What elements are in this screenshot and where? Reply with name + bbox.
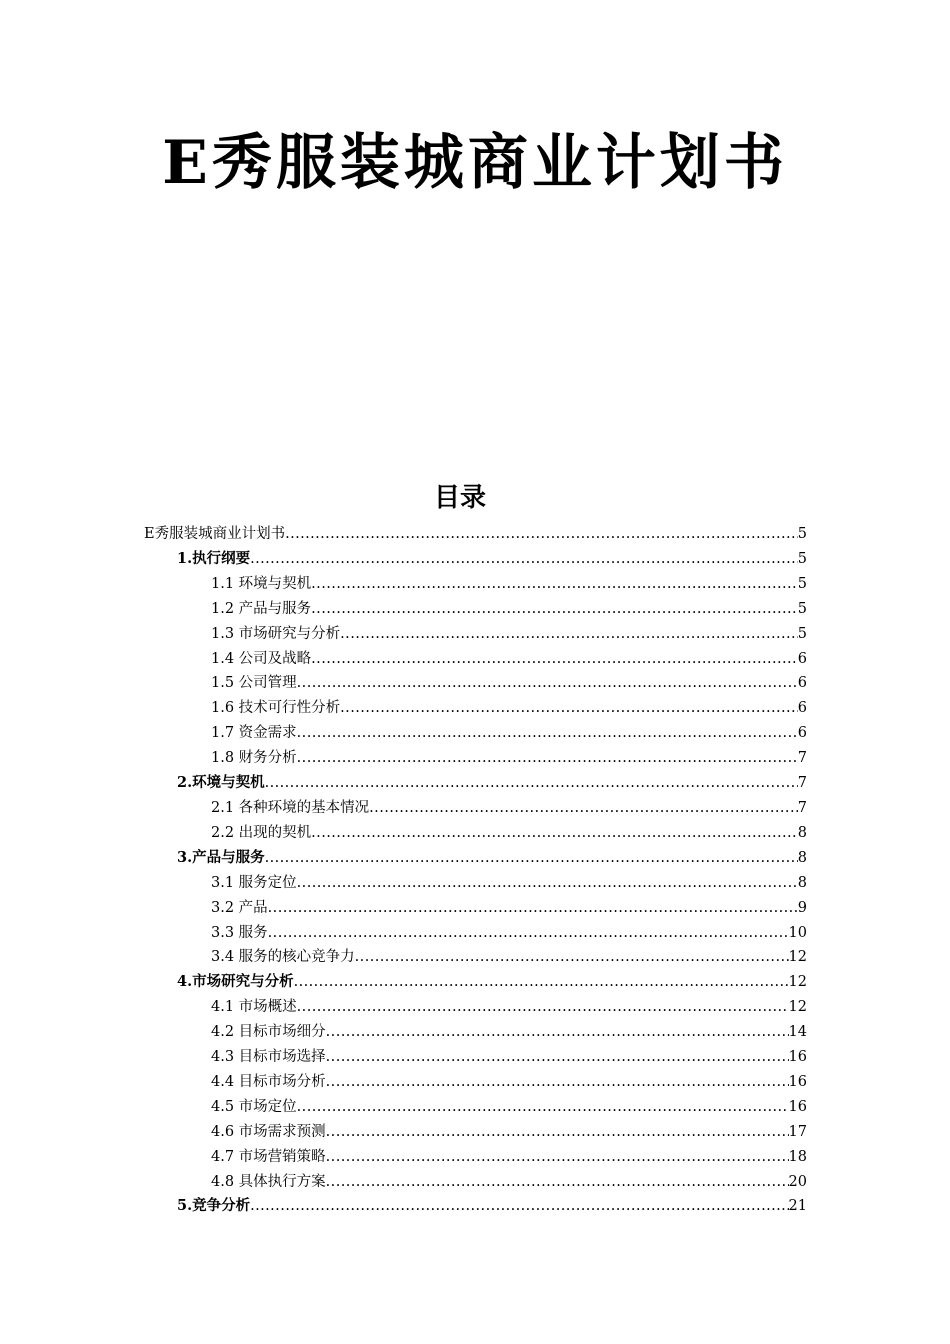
toc-dot-leader — [311, 647, 798, 672]
toc-entry-page: 5 — [797, 550, 807, 567]
toc-entry[interactable] — [144, 647, 807, 672]
toc-entry-page: 9 — [797, 899, 807, 916]
toc-dot-leader — [265, 846, 798, 871]
toc-dot-leader — [326, 1170, 789, 1195]
toc-entry-page: 5 — [797, 625, 807, 642]
toc-entry[interactable] — [144, 796, 807, 821]
toc-entry-label: 3.2 产品 — [211, 899, 268, 916]
toc-entry-label: 1.5 公司管理 — [211, 675, 297, 692]
toc-entry-label: 3.产品与服务 — [177, 848, 265, 866]
toc-entry-label: 2.环境与契机 — [177, 774, 265, 792]
toc-dot-leader — [250, 1194, 788, 1219]
toc-entry[interactable] — [144, 696, 807, 721]
toc-entry[interactable] — [144, 1194, 807, 1219]
toc-entry-label: 4.1 市场概述 — [211, 999, 297, 1016]
toc-dot-leader — [326, 1045, 789, 1070]
toc-entry[interactable] — [144, 1145, 807, 1170]
toc-dot-leader — [326, 1020, 789, 1045]
toc-dot-leader — [297, 1095, 789, 1120]
toc-entry-page: 8 — [797, 849, 807, 866]
toc-entry-page: 16 — [788, 1073, 807, 1090]
toc-entry-page: 17 — [788, 1123, 807, 1140]
toc-entry[interactable] — [144, 1020, 807, 1045]
toc-dot-leader — [311, 572, 798, 597]
toc-dot-leader — [326, 1145, 789, 1170]
toc-entry[interactable] — [144, 572, 807, 597]
toc-entry-page: 16 — [788, 1049, 807, 1066]
toc-dot-leader — [326, 1120, 789, 1145]
toc-entry-label: 1.1 环境与契机 — [211, 575, 312, 592]
toc-entry-page: 8 — [797, 874, 807, 891]
toc-dot-leader — [265, 771, 798, 796]
toc-dot-leader — [311, 597, 798, 622]
toc-entry-page: 5 — [797, 526, 807, 542]
toc-entry-page: 6 — [797, 675, 807, 692]
toc-entry[interactable] — [144, 1045, 807, 1070]
toc-entry[interactable] — [144, 995, 807, 1020]
toc-entry-label: 3.1 服务定位 — [211, 874, 297, 891]
toc-entry-page: 16 — [788, 1098, 807, 1115]
toc-entry-label: 3.4 服务的核心竞争力 — [211, 949, 355, 966]
document-title: E秀服装城商业计划书 — [162, 128, 788, 198]
toc-entry-label: 4.5 市场定位 — [211, 1098, 297, 1115]
toc-entry-label: 3.3 服务 — [211, 924, 268, 941]
toc-entry[interactable] — [144, 1120, 807, 1145]
toc-entry-page: 7 — [797, 799, 807, 816]
toc-entry-page: 6 — [797, 650, 807, 667]
toc-entry-label: 4.市场研究与分析 — [177, 973, 294, 991]
toc-entry[interactable] — [144, 871, 807, 896]
toc-entry-page: 12 — [788, 999, 807, 1016]
toc-dot-leader — [294, 970, 789, 995]
toc-entry[interactable] — [144, 945, 807, 970]
toc-dot-leader — [268, 921, 789, 946]
toc-entry-page: 7 — [797, 750, 807, 767]
toc-entry-page: 8 — [797, 824, 807, 841]
toc-entry-label: 1.3 市场研究与分析 — [211, 625, 341, 642]
toc-dot-leader — [297, 995, 789, 1020]
table-of-contents — [144, 522, 807, 1219]
toc-entry-page: 10 — [788, 924, 807, 941]
toc-entry-page: 6 — [797, 700, 807, 717]
toc-entry[interactable] — [144, 746, 807, 771]
toc-entry[interactable] — [144, 597, 807, 622]
toc-entry[interactable] — [144, 547, 807, 572]
toc-entry-label: 5.竞争分析 — [177, 1197, 251, 1215]
toc-dot-leader — [355, 945, 789, 970]
toc-entry[interactable] — [144, 522, 807, 547]
toc-entry-page: 5 — [797, 575, 807, 592]
toc-entry[interactable] — [144, 970, 807, 995]
toc-entry[interactable] — [144, 721, 807, 746]
toc-entry-page: 12 — [788, 949, 807, 966]
toc-entry-page: 7 — [797, 775, 807, 792]
toc-entry-page: 12 — [788, 974, 807, 991]
toc-dot-leader — [340, 622, 798, 647]
toc-dot-leader — [297, 671, 798, 696]
toc-entry-label: E秀服装城商业计划书 — [144, 526, 286, 542]
toc-entry-label: 4.8 具体执行方案 — [211, 1173, 326, 1190]
toc-entry-page: 6 — [797, 725, 807, 742]
toc-dot-leader — [250, 547, 798, 572]
toc-dot-leader — [326, 1070, 789, 1095]
toc-entry-label: 1.6 技术可行性分析 — [211, 700, 341, 717]
toc-dot-leader — [311, 821, 798, 846]
toc-dot-leader — [297, 721, 798, 746]
toc-dot-leader — [297, 871, 798, 896]
toc-entry[interactable] — [144, 771, 807, 796]
toc-entry[interactable] — [144, 1170, 807, 1195]
toc-entry[interactable] — [144, 821, 807, 846]
toc-entry-page: 5 — [797, 600, 807, 617]
toc-entry[interactable] — [144, 1095, 807, 1120]
toc-entry-label: 1.2 产品与服务 — [211, 600, 312, 617]
toc-entry[interactable] — [144, 671, 807, 696]
toc-dot-leader — [340, 696, 798, 721]
toc-entry-label: 2.1 各种环境的基本情况 — [211, 799, 370, 816]
toc-entry-page: 18 — [788, 1148, 807, 1165]
toc-entry-label: 4.4 目标市场分析 — [211, 1073, 326, 1090]
toc-entry-label: 1.4 公司及战略 — [211, 650, 312, 667]
toc-entry-page: 14 — [788, 1024, 807, 1041]
toc-entry-label: 1.7 资金需求 — [211, 725, 297, 742]
toc-entry-label: 4.6 市场需求预测 — [211, 1123, 326, 1140]
toc-entry-label: 1.8 财务分析 — [211, 750, 297, 767]
toc-entry[interactable] — [144, 622, 807, 647]
toc-dot-leader — [268, 896, 798, 921]
toc-heading: 目录 — [433, 483, 486, 513]
toc-entry[interactable] — [144, 846, 807, 871]
toc-entry-label: 4.3 目标市场选择 — [211, 1049, 326, 1066]
toc-entry-label: 4.7 市场营销策略 — [211, 1148, 326, 1165]
toc-entry-label: 2.2 出现的契机 — [211, 824, 312, 841]
toc-dot-leader — [297, 746, 798, 771]
toc-entry[interactable] — [144, 921, 807, 946]
toc-entry[interactable] — [144, 1070, 807, 1095]
toc-dot-leader — [285, 522, 798, 547]
toc-entry-label: 1.执行纲要 — [177, 549, 251, 567]
toc-entry-page: 20 — [788, 1173, 807, 1190]
toc-entry-label: 4.2 目标市场细分 — [211, 1024, 326, 1041]
toc-entry-page: 21 — [788, 1198, 807, 1215]
toc-entry[interactable] — [144, 896, 807, 921]
toc-dot-leader — [369, 796, 798, 821]
